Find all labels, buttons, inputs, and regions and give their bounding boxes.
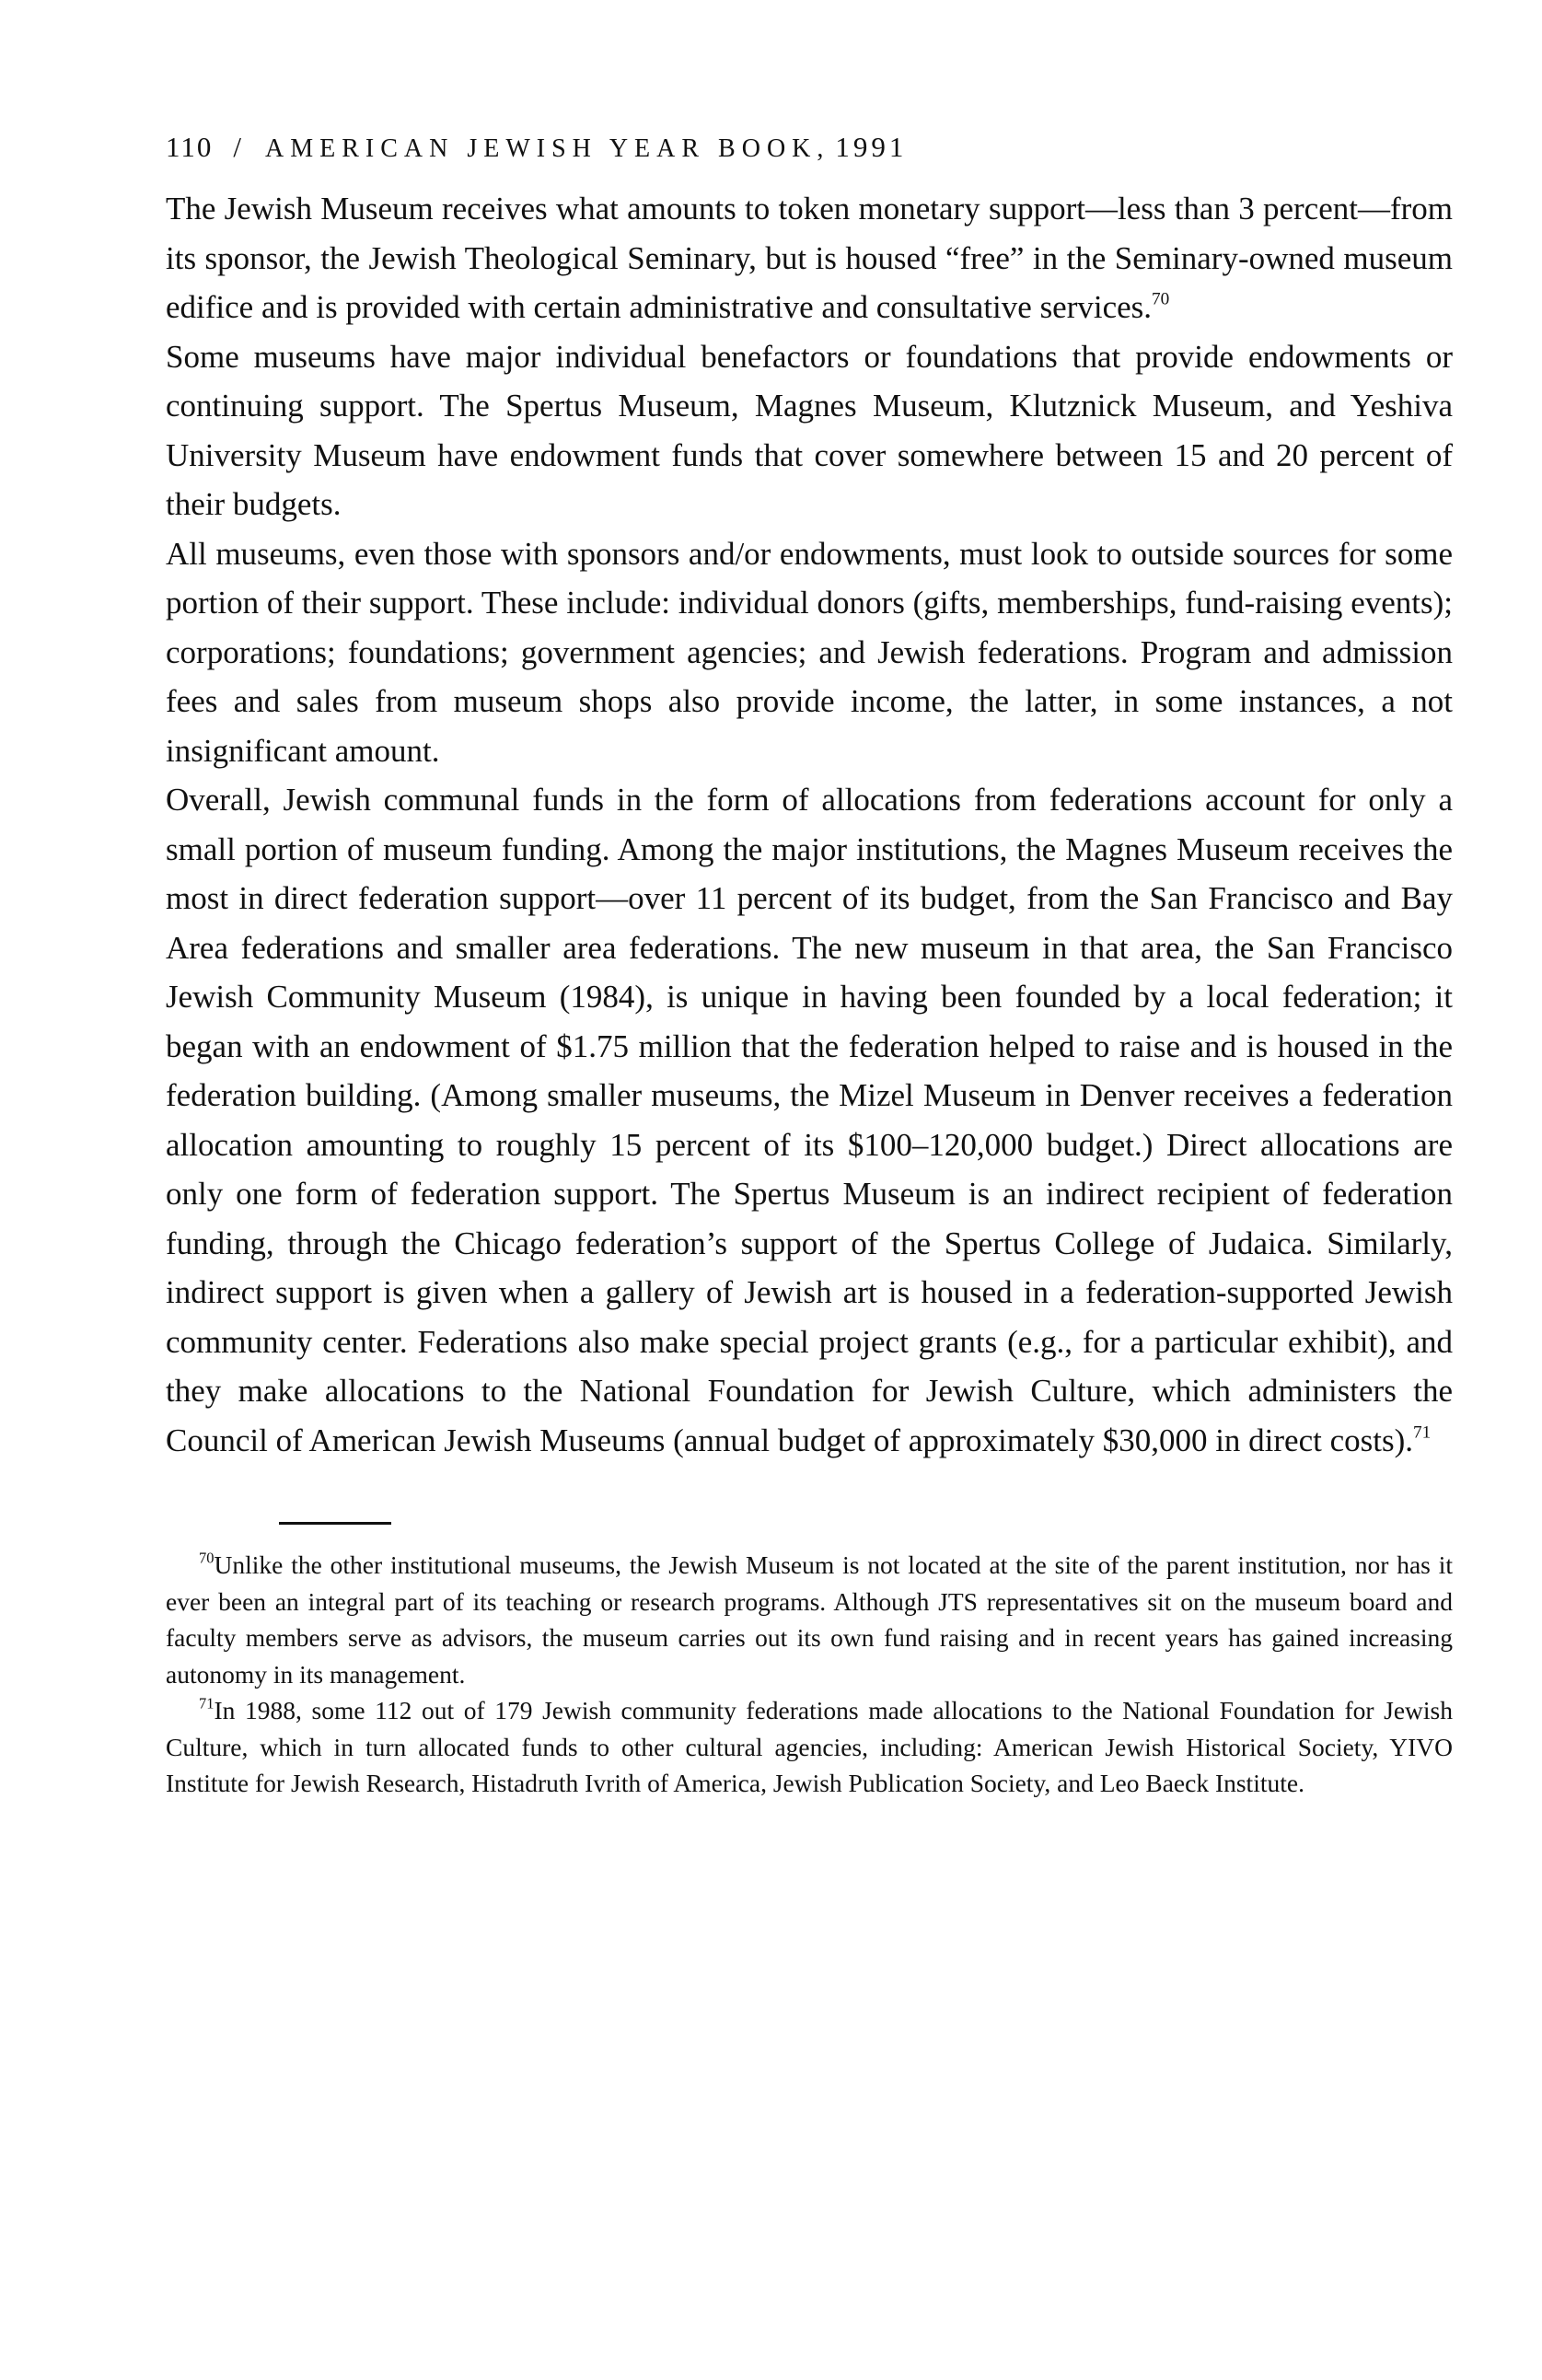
page-number: 110 xyxy=(166,131,214,163)
footnote-text: In 1988, some 112 out of 179 Jewish community federations made allocations to the National Foundation for Jewish Culture, which in turn allocated funds to other cultural agencies, including: American Jewish Historical Society, YIVO Institute for Jewish Research, Histadruth Ivrith of America, Jewish Publication Society, and Leo Baeck Institute. xyxy=(166,1696,1453,1797)
footnote-separator-rule xyxy=(279,1522,391,1525)
footnote xyxy=(166,1692,1453,1802)
body-paragraph xyxy=(166,775,1453,1465)
running-head-separator: / xyxy=(233,131,241,163)
document-page xyxy=(166,129,1453,1802)
footnote xyxy=(166,1547,1453,1692)
footnote-number: 70 xyxy=(199,1549,214,1567)
footnote-number: 71 xyxy=(199,1694,214,1712)
footnote-reference[interactable]: 70 xyxy=(1152,289,1170,309)
body-text xyxy=(166,184,1453,1465)
paragraph-text: The Jewish Museum receives what amounts to token monetary support—less than 3 percent—from its sponsor, the Jewish Theological Seminary, but is housed “free” in the Seminary-owned museum edifice and is provided with certain administrative and consultative services. xyxy=(166,191,1453,325)
publication-year: 1991 xyxy=(835,131,908,163)
footnote-text: Unlike the other institutional museums, the Jewish Museum is not located at the site of the parent institution, nor has it ever been an integral part of its teaching or research programs. Although JTS representatives sit on the museum board and faculty members serve as advisors, the museum carries out its own fund raising and in recent years has gained increasing autonomy in its management. xyxy=(166,1550,1453,1689)
footnotes xyxy=(166,1547,1453,1802)
body-paragraph xyxy=(166,529,1453,776)
footnote-reference[interactable]: 71 xyxy=(1413,1422,1432,1443)
publication-title: AMERICAN JEWISH YEAR BOOK, xyxy=(264,134,830,163)
running-head xyxy=(166,129,1453,166)
paragraph-text: Overall, Jewish communal funds in the form of allocations from federations account for only a small portion of museum funding. Among the major institutions, the Magnes Museum receives the most in direct federation support—over 11 percent of its budget, from the San Francisco and Bay Area federations and smaller area federations. The new museum in that area, the San Francisco Jewish Community Museum (1984), is unique in having been founded by a local federation; it began with an endowment of $1.75 million that the federation helped to raise and is housed in the federation building. (Among smaller museums, the Mizel Museum in Denver receives a federation allocation amounting to roughly 15 percent of its $100–120,000 budget.) Direct allocations are only one form of federation support. The Spertus Museum is an indirect recipient of federation funding, through the Chicago federation’s support of the Spertus College of Judaica. Similarly, indirect support is given when a gallery of Jewish art is housed in a federation-supported Jewish community center. Federations also make special project grants (e.g., for a particular exhibit), and they make allocations to the National Foundation for Jewish Culture, which administers the Council of American Jewish Museums (annual budget of approximately $30,000 in direct costs). xyxy=(166,782,1453,1458)
body-paragraph xyxy=(166,332,1453,529)
paragraph-text: All museums, even those with sponsors and/or endowments, must look to outside sources for some portion of their support. These include: individual donors (gifts, memberships, fund-raising events); corporations; foundations; government agencies; and Jewish federations. Program and admission fees and sales from museum shops also provide income, the latter, in some instances, a not insignificant amount. xyxy=(166,535,1453,769)
body-paragraph xyxy=(166,184,1453,332)
paragraph-text: Some museums have major individual benefactors or foundations that provide endowments or continuing support. The Spertus Museum, Magnes Museum, Klutznick Museum, and Yeshiva University Museum have endowment funds that cover somewhere between 15 and 20 percent of their budgets. xyxy=(166,338,1453,522)
